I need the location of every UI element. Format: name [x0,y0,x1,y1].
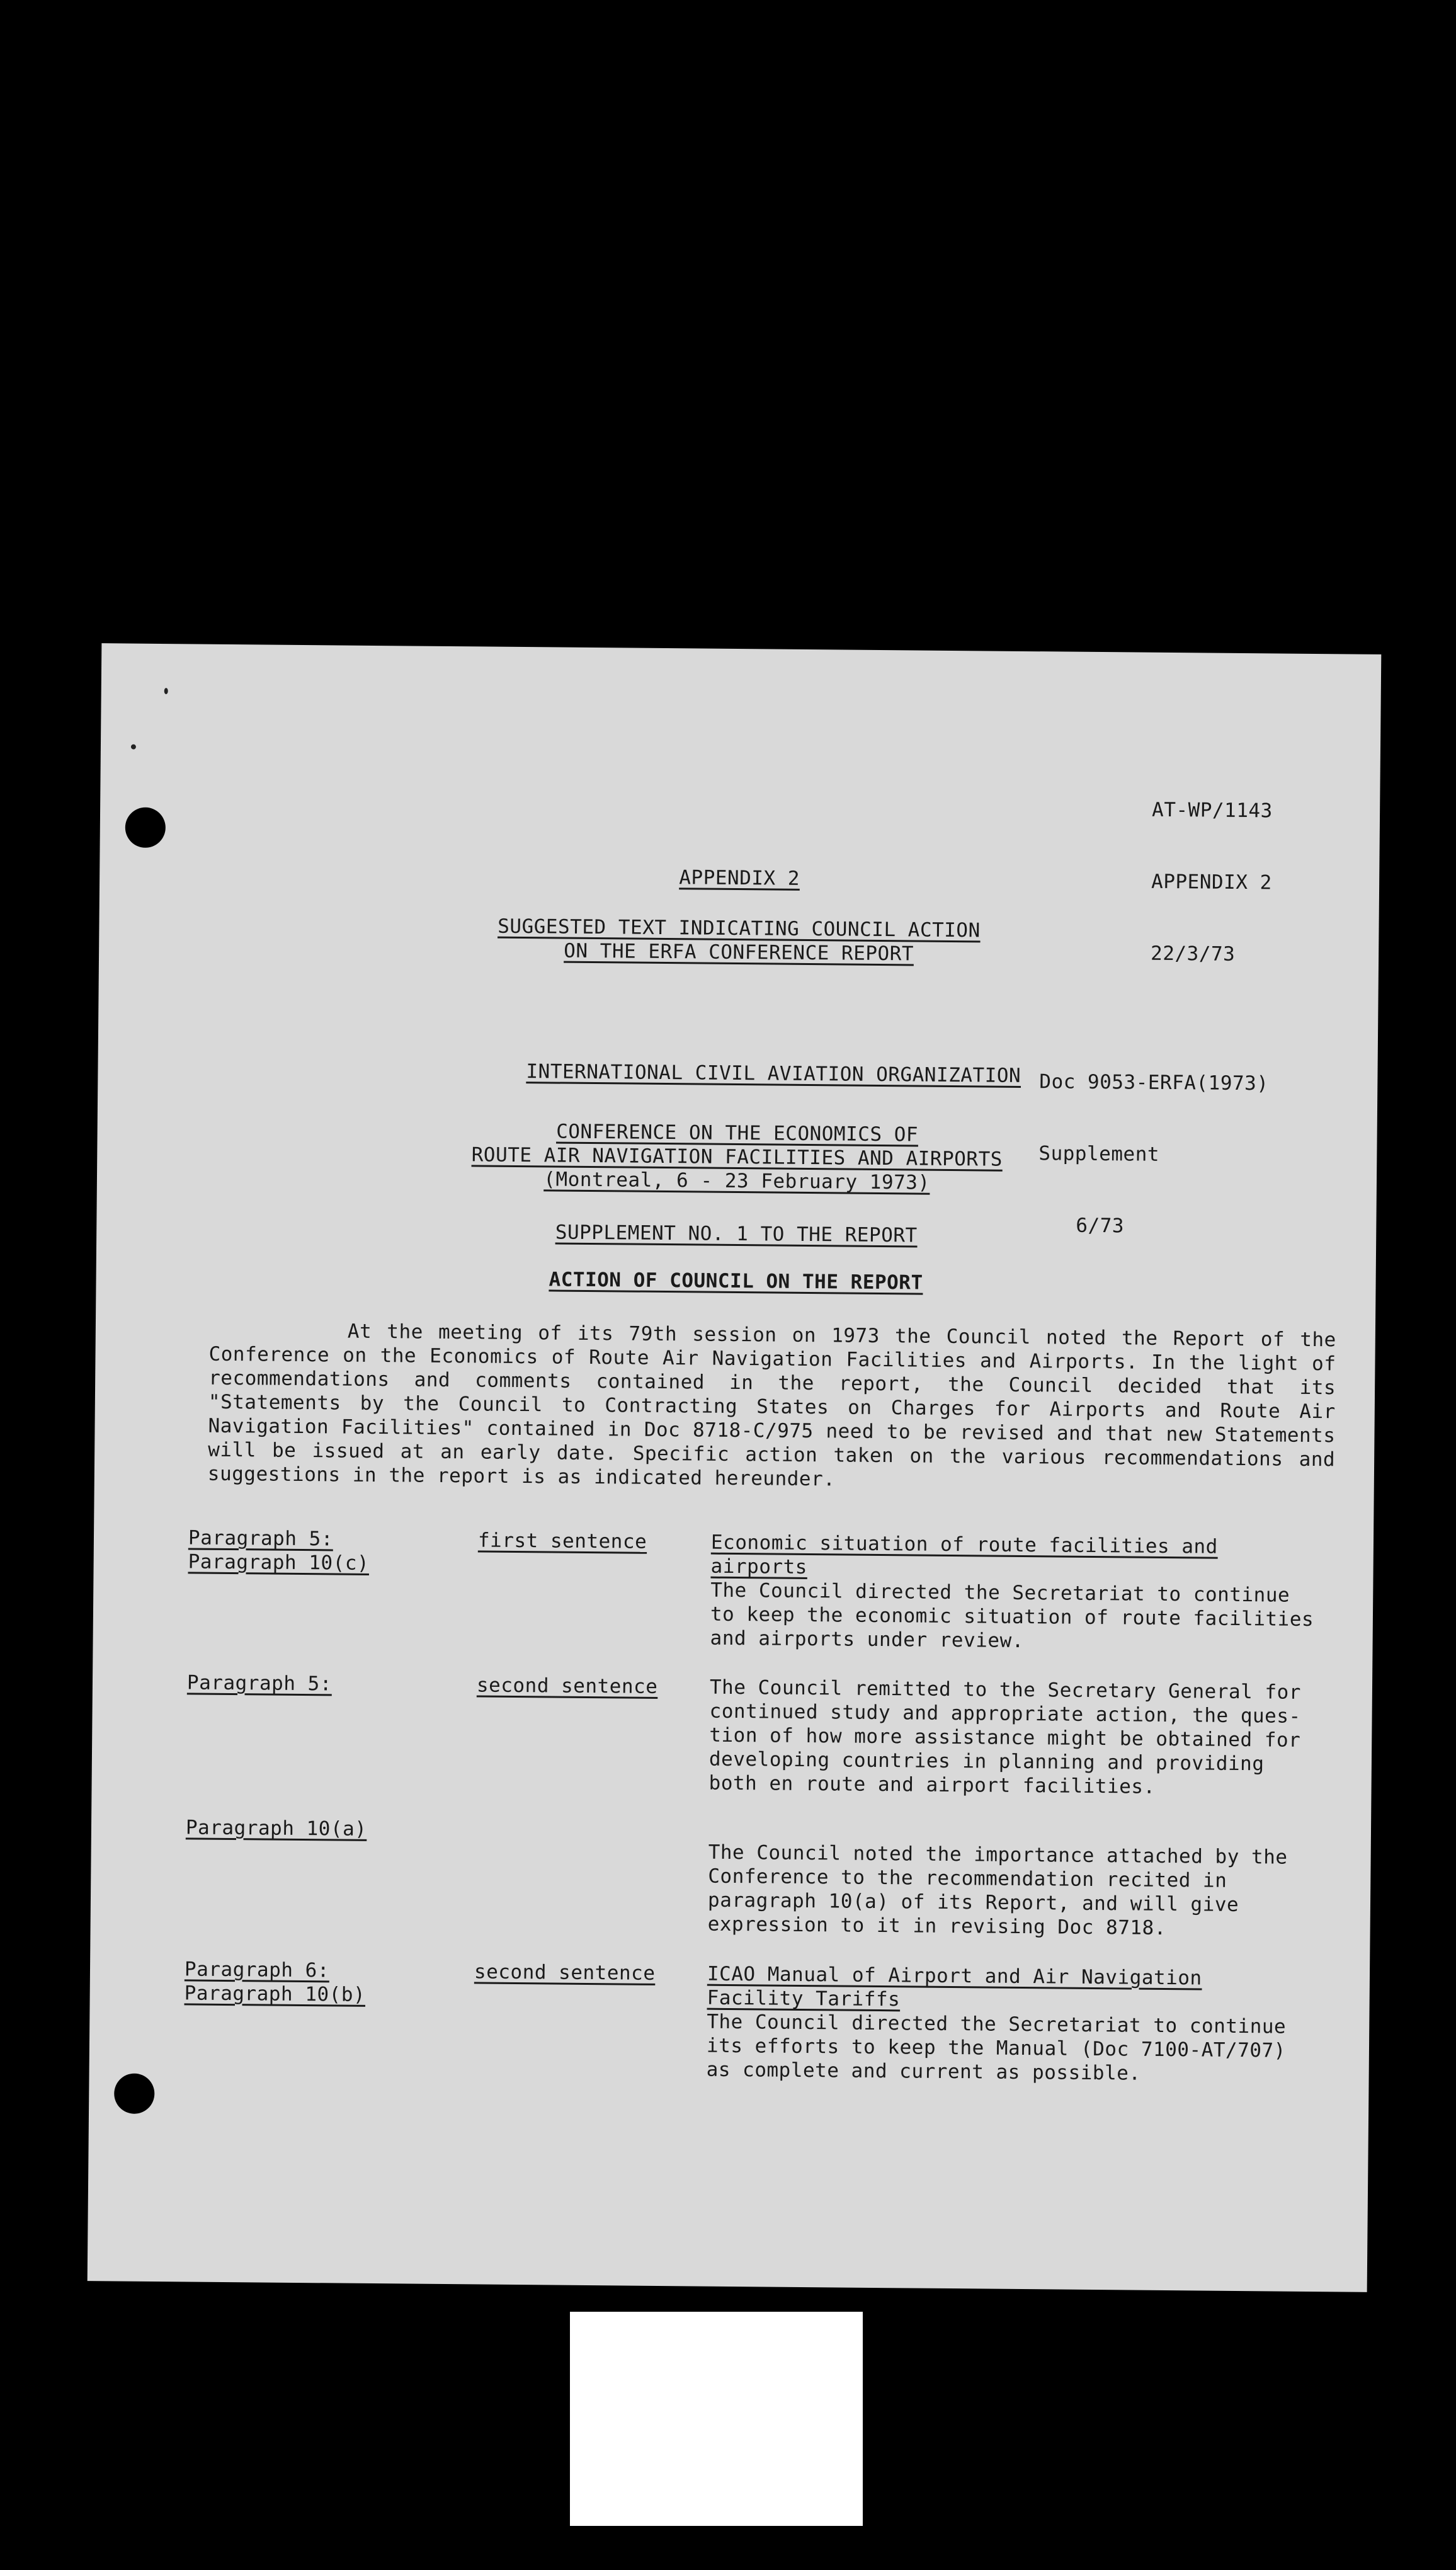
action-row [186,1670,1339,1798]
ink-speck [164,688,168,694]
action-row [185,1815,1338,1940]
supplement-title: SUPPLEMENT NO. 1 TO THE REPORT [555,1221,918,1247]
blank-card [570,2312,863,2526]
doc-supplement: Supplement [1038,1142,1160,1166]
paragraph-reference: Paragraph 6: Paragraph 10(b) [184,1958,366,2006]
intro-text: At the meeting of its 79th session on 1973 the Council noted the Report of the Conference on the Economics of Route Air Navigation Facilities and Airports. In the light of recommendations and comments contained in the report, the Council decided that its "Statements by the Council to Contracting States on Charges for Airports and Route Air Navigation Facilities" contained in Doc 8718-C/975 need to be revised and that new Statements will be issued at an early date. Specific action taken on the various recommendations and suggestions in the report is as indicated hereunder. [207,1320,1336,1491]
punch-hole-top [125,808,166,848]
action-text: Economic situation of route facilities and airports The Council directed the Secretariat to continue to keep the economic situation of route facilities and airports under review. [710,1531,1314,1653]
action-row [184,1957,1337,2085]
paragraph-reference: Paragraph 10(a) [185,1816,367,1841]
action-text: The Council noted the importance attached by the Conference to the recommendation recited in paragraph 10(a) of its Report, and will give expression to it in revising Doc 8718. [707,1841,1288,1940]
ink-speck [131,745,136,750]
organization-title: INTERNATIONAL CIVIL AVIATION ORGANIZATION [526,1060,1021,1087]
action-title: ACTION OF COUNCIL ON THE REPORT [549,1268,923,1294]
paragraph-reference: Paragraph 5: Paragraph 10(c) [188,1526,370,1575]
paragraph-reference: Paragraph 5: [186,1671,333,1696]
intro-paragraph [208,1318,1336,1496]
sentence-reference: second sentence [476,1674,658,1698]
doc-supplement-date: 6/73 [1076,1214,1125,1238]
reference-appendix: APPENDIX 2 [1151,870,1272,894]
doc-number: Doc 9053-ERFA(1973) [1039,1070,1269,1095]
sentence-reference: second sentence [474,1960,656,1985]
action-row [188,1526,1341,1653]
document-page [88,643,1382,2292]
suggested-text-title: SUGGESTED TEXT INDICATING COUNCIL ACTION ON THE ERFA CONFERENCE REPORT [498,915,981,966]
appendix-title: APPENDIX 2 [679,866,800,890]
conference-title: CONFERENCE ON THE ECONOMICS OF ROUTE AIR NAVIGATION FACILITIES AND AIRPORTS (Montreal, 6 - 23 February 1973) [471,1120,1003,1194]
reference-date: 22/3/73 [1150,942,1236,966]
punch-hole-bottom [114,2073,155,2114]
reference-number: AT-WP/1143 [1151,798,1273,823]
sentence-reference: first sentence [477,1529,647,1553]
action-text: ICAO Manual of Airport and Air Navigation Facility Tariffs The Council directed the Secretariat to continue its efforts to keep the Manual (Doc 7100-AT/707) as complete and current as possible. [706,1962,1287,2085]
action-text: The Council remitted to the Secretary General for continued study and appropriate action, the ques- tion of how more assistance might be obtained for developing countries in planning and providing both en route and airport facilities. [708,1676,1302,1798]
